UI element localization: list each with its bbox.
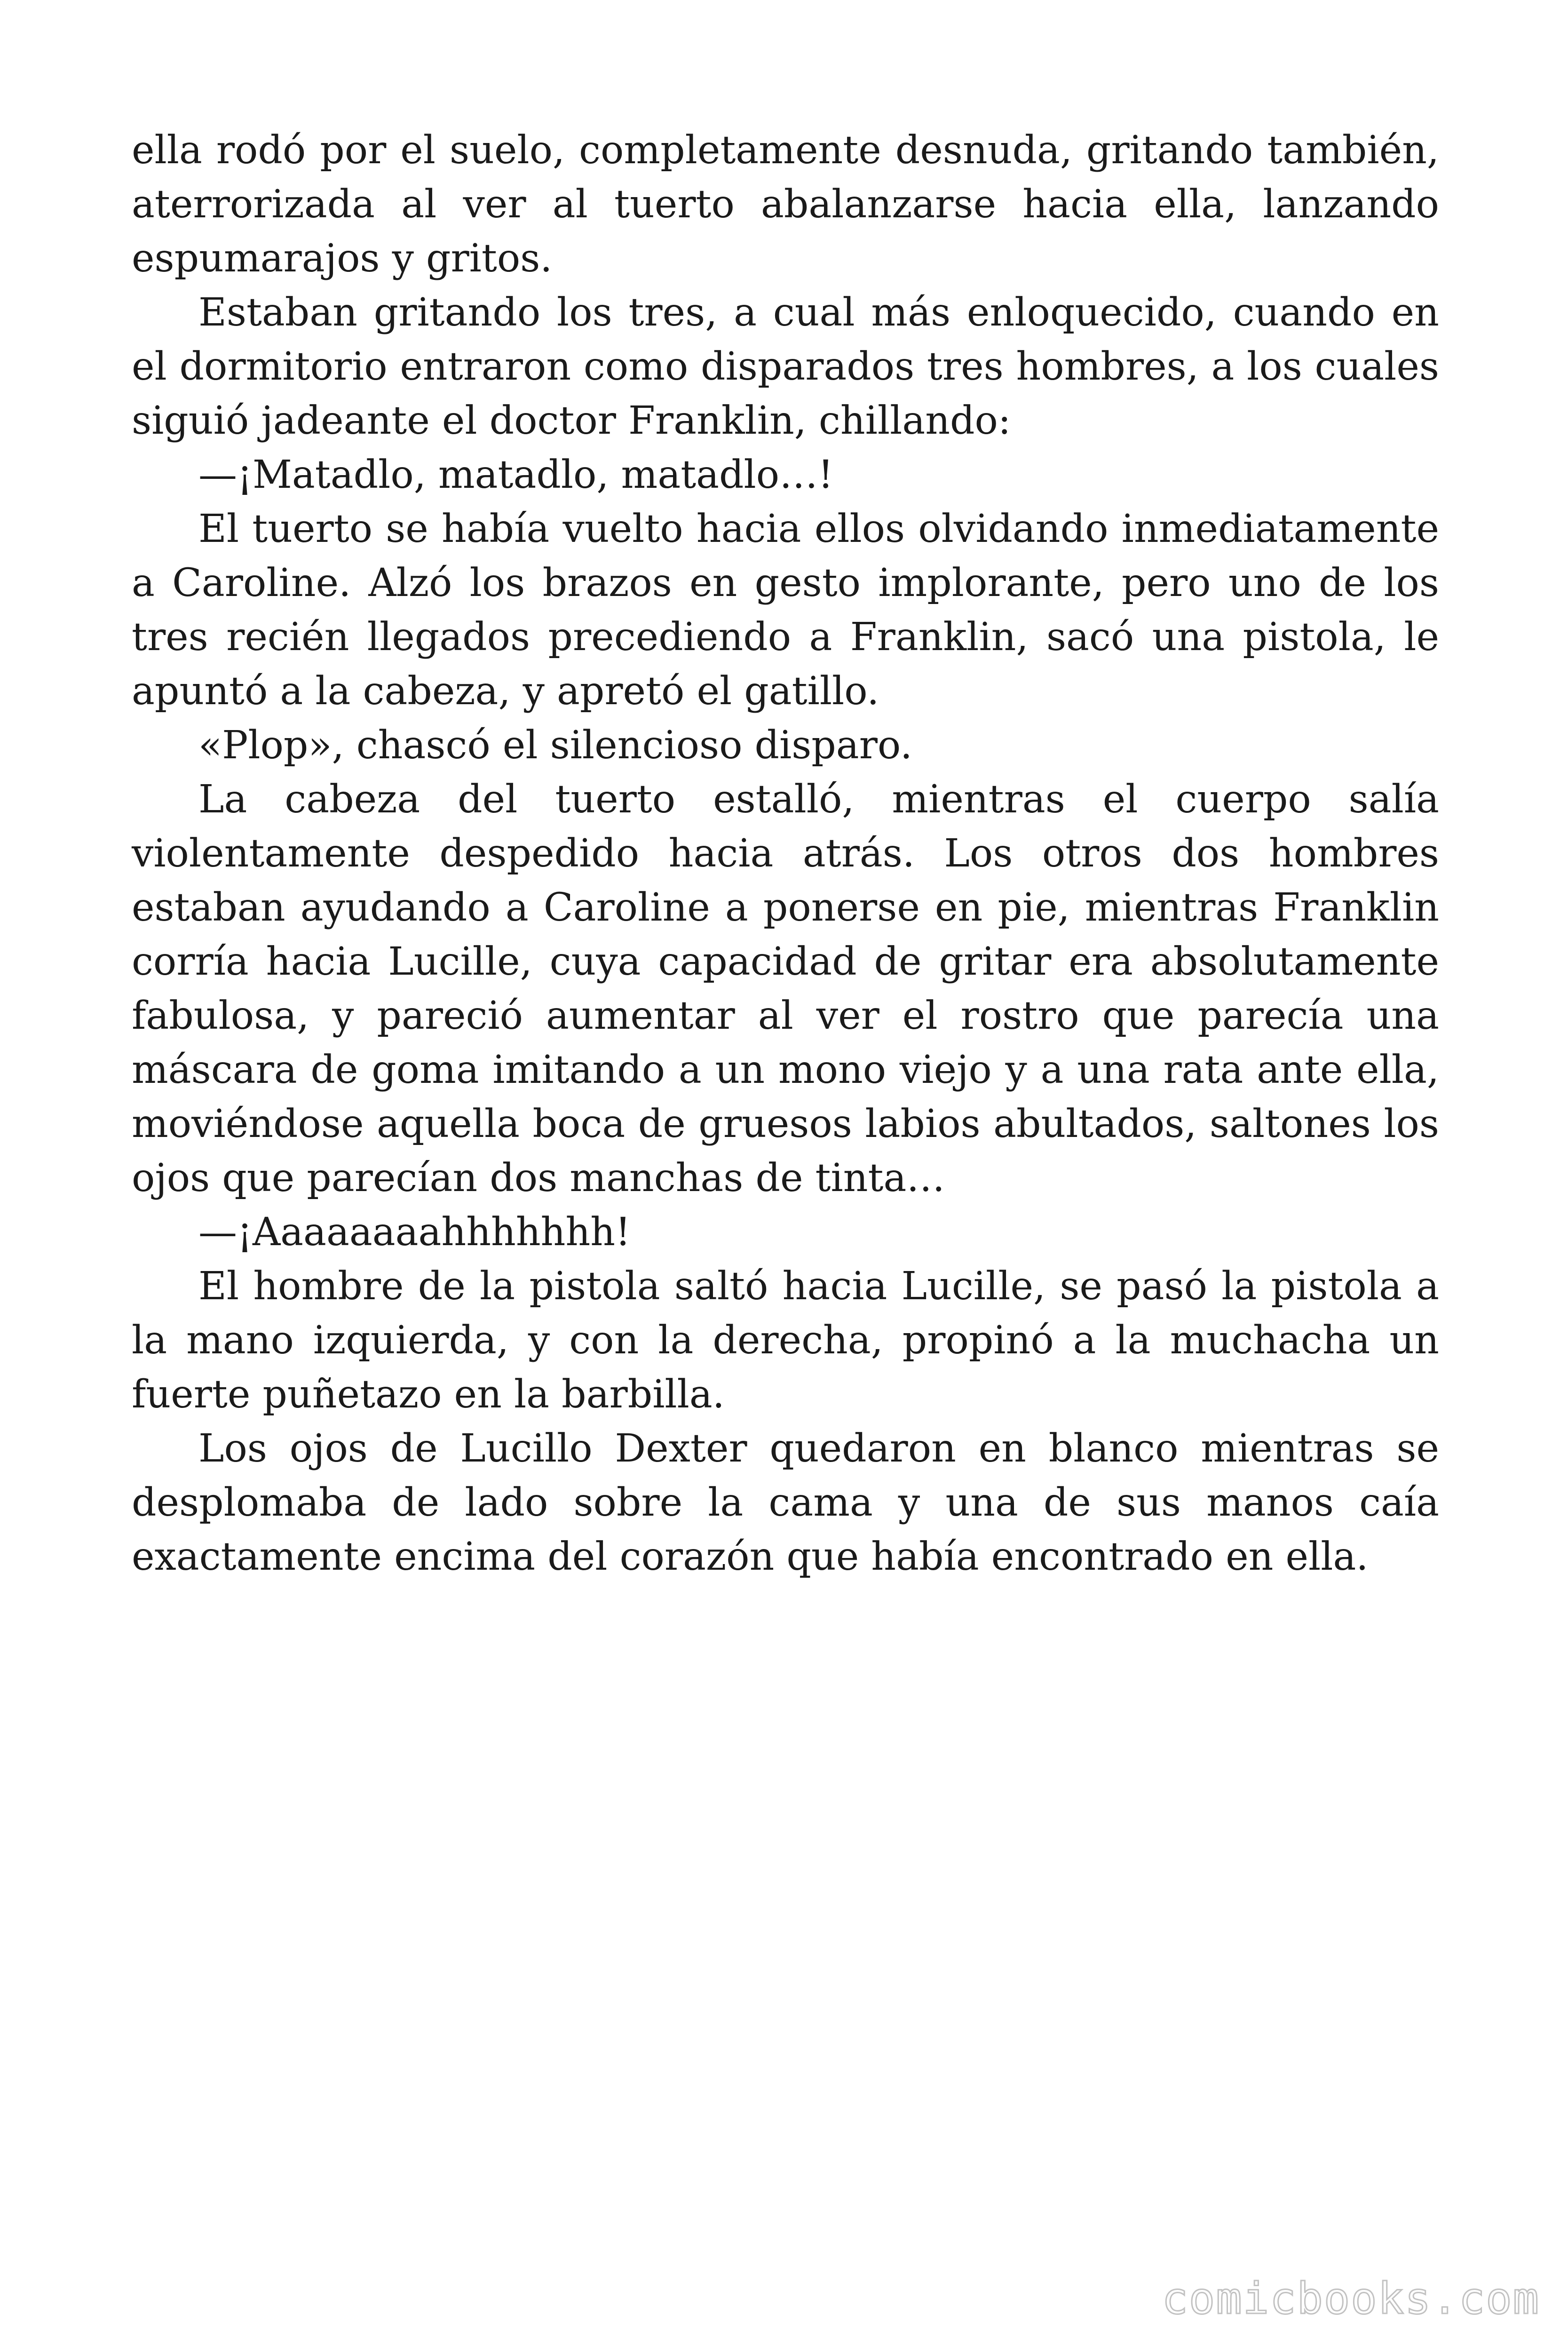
paragraph-8: El hombre de la pistola saltó hacia Lucille, se pasó la pistola a la mano izquierda, y con la derecha, propinó a la muchacha un fuerte puñetazo en la barbilla. xyxy=(132,1264,1439,1417)
watermark: comicbooks.com xyxy=(1162,2273,1540,2324)
paragraph-6: La cabeza del tuerto estalló, mientras el cuerpo salía violentamente despedido hacia atrás. Los otros dos hombres estaban ayudando a Caroline a ponerse en pie, mientras Franklin corría hacia Lucille, cuya capacidad de gritar era absolutamente fabulosa, y pareció aumentar al ver el rostro que parecía una máscara de goma imitando a un mono viejo y a una rata ante ella, moviéndose aquella boca de gruesos labios abultados, saltones los ojos que parecían dos manchas de tinta… xyxy=(132,777,1439,1200)
paragraph-7: —¡Aaaaaaaahhhhhhh! xyxy=(198,1210,631,1255)
paragraph-1: ella rodó por el suelo, completamente desnuda, gritando también, aterrorizada al ver al tuerto abalanzarse hacia ella, lanzando espumarajos y gritos. xyxy=(132,128,1439,281)
paragraph-9: Los ojos de Lucillo Dexter quedaron en blanco mientras se desplomaba de lado sobre la cama y una de sus manos caía exactamente encima del corazón que había encontrado en ella. xyxy=(132,1426,1439,1579)
paragraph-4: El tuerto se había vuelto hacia ellos olvidando inmediatamente a Caroline. Alzó los brazos en gesto implorante, pero uno de los tres recién llegados precediendo a Franklin, sacó una pistola, le apuntó a la cabeza, y apretó el gatillo. xyxy=(132,507,1439,714)
body-text xyxy=(132,123,1439,1584)
paragraph-3: —¡Matadlo, matadlo, matadlo…! xyxy=(198,453,834,497)
paragraph-5: «Plop», chascó el silencioso disparo. xyxy=(198,723,912,768)
paragraph-2: Estaban gritando los tres, a cual más enloquecido, cuando en el dormitorio entraron como disparados tres hombres, a los cuales siguió jadeante el doctor Franklin, chillando: xyxy=(132,290,1439,443)
